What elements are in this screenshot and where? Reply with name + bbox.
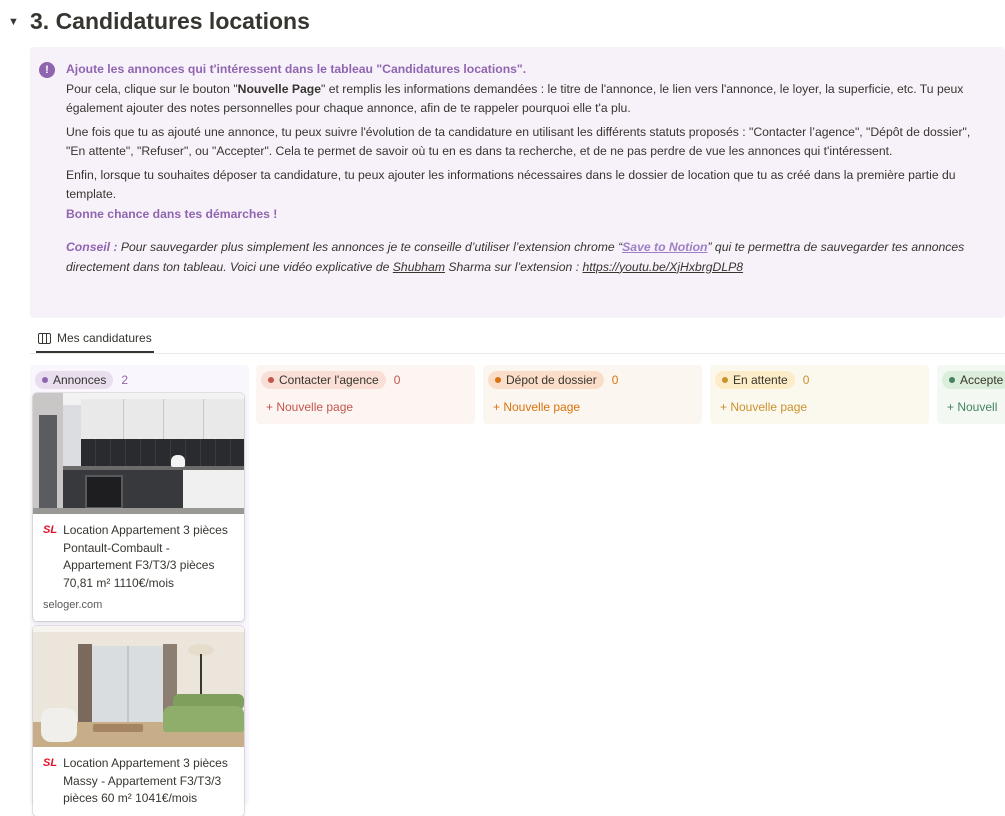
board-column-contacter-agence bbox=[256, 365, 475, 424]
new-page-button[interactable]: + Nouvelle page bbox=[266, 400, 354, 414]
nouvelle-page-bold: Nouvelle Page bbox=[237, 81, 321, 96]
status-badge[interactable]: Accepte bbox=[942, 371, 1005, 389]
seloger-icon: SL bbox=[43, 757, 58, 769]
kitchen-photo bbox=[33, 393, 244, 514]
new-page-button[interactable]: + Nouvelle page bbox=[493, 400, 581, 414]
toggle-arrow-icon[interactable]: ▼ bbox=[8, 15, 19, 28]
new-page-button[interactable]: + Nouvell bbox=[947, 400, 998, 414]
callout-good-luck: Bonne chance dans tes démarches ! bbox=[66, 206, 278, 221]
board-column-accepter bbox=[937, 365, 1005, 424]
tip-label: Conseil : bbox=[66, 240, 118, 254]
section-heading bbox=[8, 8, 310, 35]
column-count: 0 bbox=[393, 373, 401, 387]
column-count: 0 bbox=[611, 373, 619, 387]
callout-block bbox=[30, 47, 1005, 318]
card-title: Location Appartement 3 pièces Pontault-Combault - Appartement F3/T3/3 pièces 70,81 m² 1110€/mois bbox=[63, 523, 228, 590]
listing-card[interactable] bbox=[33, 393, 244, 621]
seloger-icon: SL bbox=[43, 524, 58, 536]
board-column-depot-dossier bbox=[483, 365, 702, 424]
new-page-button[interactable]: + Nouvelle page bbox=[720, 400, 808, 414]
status-badge[interactable]: Dépot de dossier bbox=[488, 371, 604, 389]
callout-paragraph-instructions: Pour cela, clique sur le bouton "Nouvelle Page" et remplis les informations demandées : le titre de l'annonce, le lien vers l'annonce, le loyer, la superficie, etc. Tu peux également ajouter des notes personnelles pour chaque annonce, afin de te rappeler pourquoi elle t'a plu. bbox=[66, 81, 964, 115]
living-room-photo bbox=[33, 626, 244, 747]
callout-paragraph-status: Une fois que tu as ajouté une annonce, tu peux suivre l'évolution de ta candidature en utilisant les différents statuts proposés : "Contacter l’agence", "Dépôt de dossier", "En attente", "Refuser", ou "Accepter". Cela te permet de savoir où tu en es dans ta recherche, et de ne pas perdre de vue les annonces qui t'intéressent. bbox=[66, 124, 971, 158]
column-header bbox=[942, 371, 1005, 389]
board-icon bbox=[38, 333, 51, 344]
page-title: 3. Candidatures locations bbox=[30, 8, 310, 34]
column-header bbox=[261, 371, 400, 389]
status-badge[interactable]: En attente bbox=[715, 371, 795, 389]
card-title: Location Appartement 3 pièces Massy - Appartement F3/T3/3 pièces 60 m² 1041€/mois bbox=[63, 756, 228, 805]
column-header bbox=[35, 371, 128, 389]
column-count: 0 bbox=[802, 373, 810, 387]
listing-card[interactable] bbox=[33, 626, 244, 816]
column-header bbox=[715, 371, 809, 389]
save-to-notion-link[interactable]: Save to Notion bbox=[622, 240, 708, 254]
author-mention: Shubham bbox=[392, 259, 445, 274]
tab-divider bbox=[30, 353, 1005, 354]
youtube-link[interactable]: https://youtu.be/XjHxbrgDLP8 bbox=[582, 259, 744, 274]
column-header bbox=[488, 371, 618, 389]
status-badge[interactable]: Annonces bbox=[35, 371, 113, 389]
column-count: 2 bbox=[121, 373, 129, 387]
tab-mes-candidatures[interactable]: Mes candidatures bbox=[36, 325, 154, 353]
status-badge[interactable]: Contacter l'agence bbox=[261, 371, 386, 389]
callout-paragraph-dossier: Enfin, lorsque tu souhaites déposer ta candidature, tu peux ajouter les informations nécessaires dans le dossier de location que tu as créé dans la première partie du template. bbox=[66, 167, 956, 201]
callout-heading: Ajoute les annonces qui t'intéressent dans le tableau "Candidatures locations". bbox=[66, 62, 527, 76]
exclamation-icon: ! bbox=[39, 62, 55, 78]
board-column-en-attente bbox=[710, 365, 929, 424]
callout-tip: Conseil : Pour sauvegarder plus simplement les annonces je te conseille d’utiliser l’extension chrome “Save to Notion” qui te permettra de sauvegarder tes annonces directement dans ton tableau. Voici une vidéo explicative de Shubham Sharma sur l’extension : https://youtu.be/XjHxbrgDLP8 bbox=[66, 240, 965, 274]
card-source: seloger.com bbox=[43, 599, 103, 611]
